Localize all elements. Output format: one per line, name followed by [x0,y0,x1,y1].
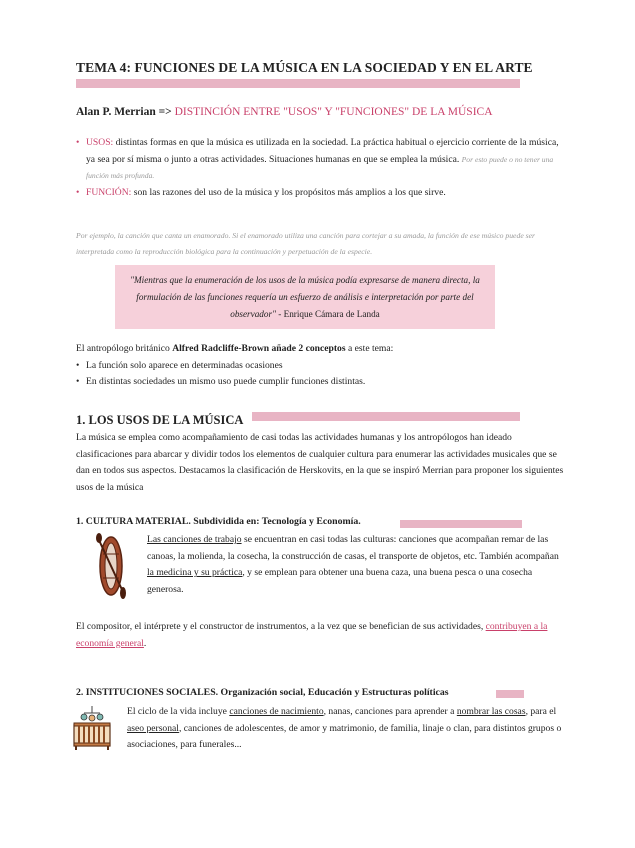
medicina-text: la medicina y su práctica [147,567,243,579]
quote-author: - Enrique Cámara de Landa [278,309,380,319]
economia-general-text: contribuyen a la economía general [76,621,548,649]
usos-label: USOS: [86,137,114,148]
cultura-material-paragraph: Las canciones de trabajo se encuentran en casi todas las culturas: canciones que acompañan remar de las canoas, la molienda, la cosecha, la construcción de casas, el transporte de objetos, etc. También acompañan la medicina y su práctica, y se emplean para obtener una buena caza, una buena pesca o una cosecha generosa. [147,534,559,595]
title-underline-bar [76,79,520,88]
list-item: • La función solo aparece en determinadas ocasiones [76,358,568,375]
canciones-de-trabajo-link: Las canciones de trabajo [147,534,242,545]
section-usos-paragraph: La música se emplea como acompañamiento de casi todas las actividades humanas y los antropólogos han ideado clasificaciones para abarcar y dividir todos los elementos de cualquier cultura para enumerar las actividades musicales que se dan en todos sus aspectos. Destacamos la clasificación de Herskovits, en la que se inspiró Merrian para proponer los siguientes usos de la música [76,432,564,493]
baby-crib-icon [72,705,112,751]
definition-funcion [76,185,568,202]
definitions-list [76,135,568,201]
page-title: TEMA 4: FUNCIONES DE LA MÚSICA EN LA SOCIEDAD Y EN EL ARTE [76,60,533,75]
instituciones-paragraph: El ciclo de la vida incluye canciones de nacimiento, nanas, canciones para aprender a nombrar las cosas, para el aseo personal, canciones de adolescentes, de amor y matrimonio, de familia, linaje o clan, para distintos grupos o asociaciones, para funerales... [127,706,562,751]
radcliffe-list [76,358,568,391]
radcliffe-intro: El antropólogo británico Alfred Radcliffe-Brown añade 2 conceptos a este tema: [76,343,394,354]
subheading-bar [496,690,524,698]
usos-text: distintas formas en que la música es utilizada en la sociedad. La práctica habitual o ejercicio corriente de la música, ya sea por sí misma o junto a otras actividades. Situaciones humanas en que se emplea la música. [86,137,559,165]
economia-paragraph: El compositor, el intérprete y el constructor de instrumentos, a la vez que se benefician de sus actividades, contribuyen a la economía general. [76,621,548,649]
subheading-instituciones-sociales: 2. INSTITUCIONES SOCIALES. Organización social, Educación y Estructuras políticas [76,687,449,698]
author-name: Alan P. Merrian => [76,106,172,118]
example-note: Por ejemplo, la canción que canta un enamorado. Si el enamorado utiliza una canción para cortejar a su amada, la función de ese músico puede ser interpretada como la reproducción biológica para la continuación y perpetuación de la especie. [76,231,536,256]
section-heading-bar [252,412,520,421]
author-line [76,106,493,118]
subheading-bar [400,520,522,528]
radcliffe-block [76,341,568,391]
usos-note: Por esto puede o no tener una función más profunda. [86,154,554,181]
subheading-cultura-material: 1. CULTURA MATERIAL. Subdividida en: Tecnología y Economía. [76,516,361,527]
funcion-label: FUNCIÓN: [86,186,132,198]
quote [120,272,490,323]
funcion-text: son las razones del uso de la música y los propósitos más amplios a los que sirve. [133,186,446,198]
quote-text: "Mientras que la enumeración de los usos de la música podía expresarse de manera directa, la formulación de las funciones requería un esfuerzo de análisis e interpretación por parte del observador" [130,275,480,319]
canoe-paddle-icon [94,532,128,600]
definition-usos [76,135,568,185]
list-item: • En distintas sociedades un mismo uso puede cumplir funciones distintas. [76,374,568,391]
author-subtitle: DISTINCIÓN ENTRE "USOS" Y "FUNCIONES" DE LA MÚSICA [174,106,493,118]
section-heading-usos: 1. LOS USOS DE LA MÚSICA [76,413,244,427]
